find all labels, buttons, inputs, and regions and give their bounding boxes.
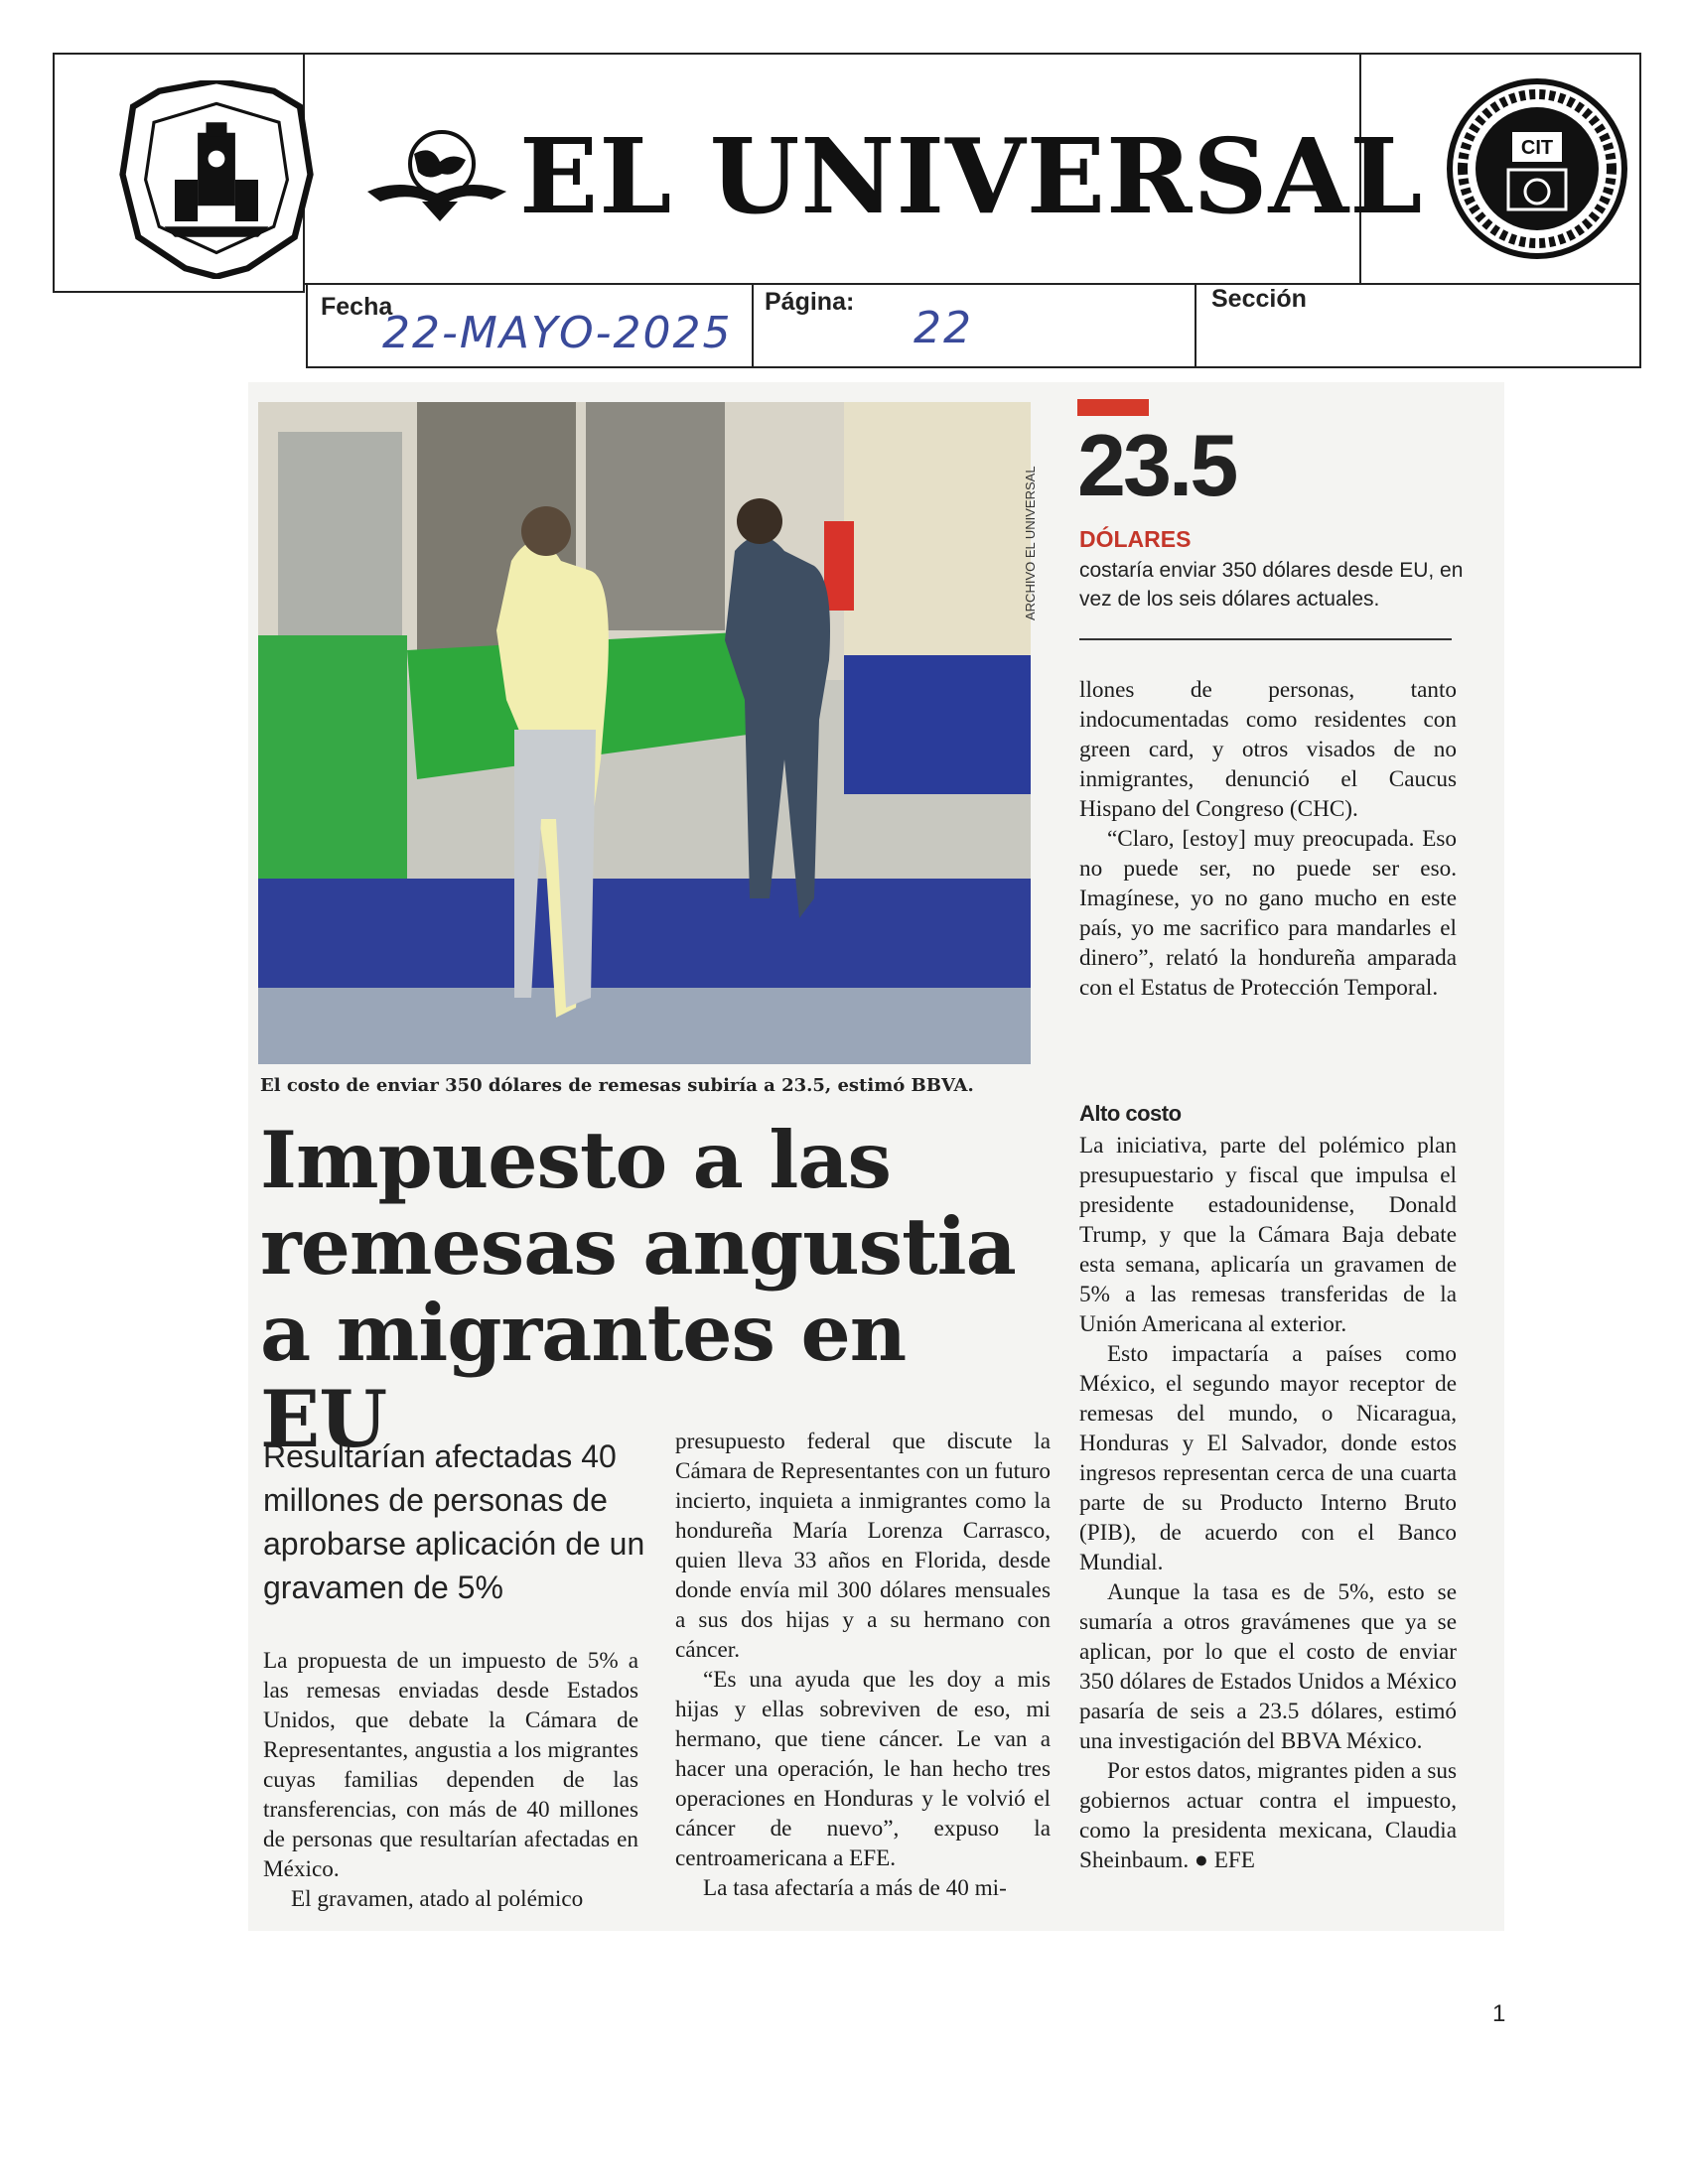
newspaper-masthead xyxy=(362,115,1424,237)
section-label: Sección xyxy=(1211,285,1307,313)
newspaper-name: EL UNIVERSAL xyxy=(519,115,1424,237)
factbox-number: 23.5 xyxy=(1077,416,1236,514)
article-column-3 xyxy=(1079,675,1457,1003)
header-divider xyxy=(1639,285,1641,368)
paragraph: La propuesta de un impuesto de 5% a las remesas enviadas desde Estados Unidos, que debate la Cámara de Representantes, angustia a los migrantes cuyas familias dependen de las transferencias, con más de 40 millones de personas que resultarían afectadas en México. xyxy=(263,1648,638,1882)
header-divider xyxy=(752,285,754,366)
paragraph: llones de personas, tanto indocumentadas como residentes con green card, y otros visados de no inmigrantes, denunció el Caucus Hispano del Congreso (CHC). xyxy=(1079,677,1457,822)
article-subhead: Resultarían afectadas 40 millones de personas de aprobarse aplicación de un gravamen de 5% xyxy=(263,1438,645,1605)
paragraph: La iniciativa, parte del polémico plan presupuestario y fiscal que impulsa el presidente estadounidense, Donald Trump, y que la Cámara Baja debate esta semana, aplicaría un gravamen de 5% a las remesas transferidas de la Unión Americana al exterior. xyxy=(1079,1133,1457,1337)
article-column-2 xyxy=(675,1427,1051,1903)
paragraph: Aunque la tasa es de 5%, esto se sumaría a otros gravámenes que ya se aplican, por lo que el costo de enviar 350 dólares de Estados Unidos a México pasaría de seis a 23.5 dólares, estimó una investigación del BBVA México. xyxy=(1079,1579,1457,1754)
cit-confederation-seal-icon xyxy=(1443,74,1631,263)
eagle-globe-icon xyxy=(362,122,511,231)
miners-union-seal-icon xyxy=(112,80,321,279)
factbox-divider xyxy=(1079,638,1452,640)
date-label: Fecha xyxy=(321,293,393,321)
article-column-3-continued xyxy=(1079,1099,1457,1875)
paragraph: La tasa afectaría a más de 40 mi- xyxy=(703,1875,1007,1901)
paragraph: “Es una ayuda que les doy a mis hijas y ellas sobreviven de eso, mi hermano, que tiene cáncer. Le van a hacer una operación, le han hecho tres operaciones en Honduras y le volvió el cáncer de nuevo”, expuso la centroamericana a EFE. xyxy=(675,1667,1051,1871)
page-label: Página: xyxy=(765,288,855,316)
date-value: 22-MAYO-2025 xyxy=(382,308,733,358)
paragraph: Esto impactaría a países como México, el segundo mayor receptor de remesas del mundo, o Nicaragua, Honduras y El Salvador, donde estos ingresos representan cerca de una cuarta parte de su Producto Interno Bruto (PIB), de acuerdo con el Banco Mundial. xyxy=(1079,1341,1457,1575)
header-divider xyxy=(306,285,308,368)
page-number: 1 xyxy=(1492,2000,1506,2027)
header-divider xyxy=(1195,285,1196,366)
photo-caption: El costo de enviar 350 dólares de remesas subiría a 23.5, estimó BBVA. xyxy=(260,1075,974,1096)
header-divider xyxy=(306,366,1641,368)
factbox-accent-bar xyxy=(1077,399,1149,416)
paragraph: presupuesto federal que discute la Cámara de Representantes con un futuro incierto, inquieta a inmigrantes como la hondureña María Lorenza Carrasco, quien lleva 33 años en Florida, desde donde envía mil 300 dólares mensuales a sus dos hijas y a su hermano con cáncer. xyxy=(675,1429,1051,1663)
paragraph: Por estos datos, migrantes piden a sus gobiernos actuar contra el impuesto, como la presidenta mexicana, Claudia Sheinbaum. ● EFE xyxy=(1079,1758,1457,1873)
article-column-1 xyxy=(263,1646,638,1914)
paragraph: El gravamen, atado al polémico xyxy=(291,1886,584,1912)
paragraph: “Claro, [estoy] muy preocupada. Eso no puede ser, no puede ser eso. Imagínese, yo no gano mucho en este país, yo me sacrifico para mandarles el dinero”, relató la hondureña amparada con el Estatus de Protección Temporal. xyxy=(1079,826,1457,1001)
article-subtitle: Alto costo xyxy=(1079,1101,1182,1126)
page-value: 22 xyxy=(914,303,973,353)
factbox-unit: DÓLARES xyxy=(1079,526,1192,552)
factbox-description: costaría enviar 350 dólares desde EU, en vez de los seis dólares actuales. xyxy=(1079,559,1464,611)
clipping-header xyxy=(53,53,1641,293)
svg-text:CIT: CIT xyxy=(1520,137,1554,159)
article-headline: Impuesto a las remesas angustia a migrantes en EU xyxy=(260,1114,1016,1465)
remittance-office-photo xyxy=(258,402,1031,1064)
photo-credit: ARCHIVO EL UNIVERSAL xyxy=(1023,466,1038,620)
